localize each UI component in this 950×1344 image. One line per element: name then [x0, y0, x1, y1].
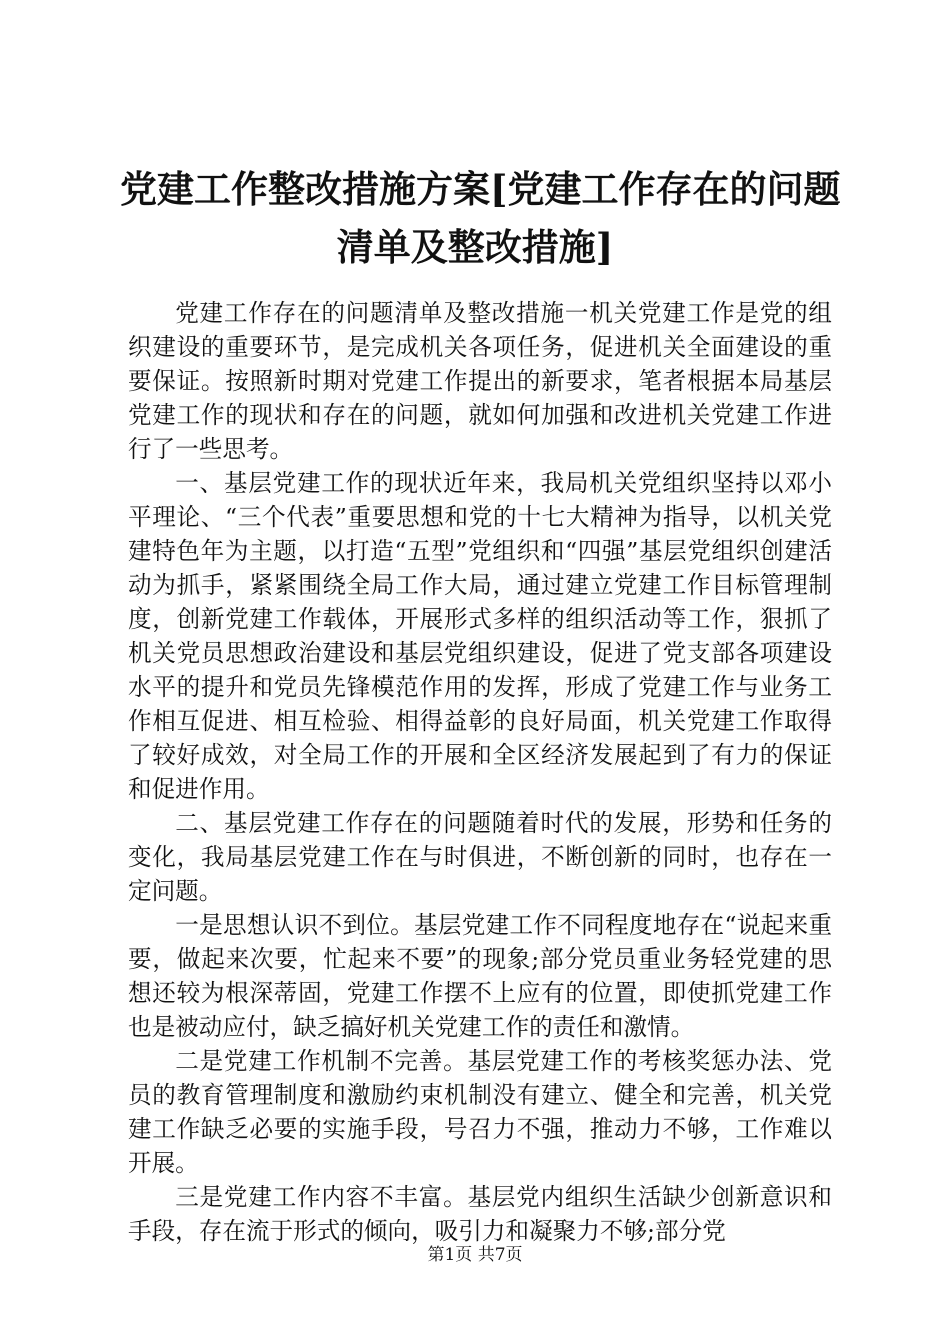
document-body	[128, 296, 832, 1248]
title-line-2: 清单及整改措施]	[336, 225, 614, 269]
title-line-1: 党建工作整改措施方案[党建工作存在的问题	[120, 167, 841, 211]
paragraph-status: 一、基层党建工作的现状近年来，我局机关党组织坚持以邓小平理论、“三个代表”重要思想和党的十七大精神为指导，以机关党建特色年为主题，以打造“五型”党组织和“四强”基层党组织创建活动为抓手，紧紧围绕全局工作大局，通过建立党建工作目标管理制度，创新党建工作载体，开展形式多样的组织活动等工作，狠抓了机关党员思想政治建设和基层党组织建设，促进了党支部各项建设水平的提升和党员先锋模范作用的发挥，形成了党建工作与业务工作相互促进、相互检验、相得益彰的良好局面，机关党建工作取得了较好成效，对全局工作的开展和全区经济发展起到了有力的保证和促进作用。	[128, 469, 832, 803]
paragraph-point-1: 一是思想认识不到位。基层党建工作不同程度地存在“说起来重要，做起来次要，忙起来不要”的现象;部分党员重业务轻党建的思想还较为根深蒂固，党建工作摆不上应有的位置，即使抓党建工作也是被动应付，缺乏搞好机关党建工作的责任和激情。	[128, 911, 832, 1041]
paragraph-point-2: 二是党建工作机制不完善。基层党建工作的考核奖惩办法、党员的教育管理制度和激励约束机制没有建立、健全和完善，机关党建工作缺乏必要的实施手段，号召力不强，推动力不够，工作难以开展。	[128, 1047, 832, 1177]
paragraph-point-3: 三是党建工作内容不丰富。基层党内组织生活缺少创新意识和手段，存在流于形式的倾向，吸引力和凝聚力不够;部分党	[128, 1183, 832, 1245]
document-title	[120, 160, 841, 276]
page-footer: 第1页 共7页	[427, 1245, 523, 1265]
paragraph-intro: 党建工作存在的问题清单及整改措施一机关党建工作是党的组织建设的重要环节，是完成机关各项任务，促进机关全面建设的重要保证。按照新时期对党建工作提出的新要求，笔者根据本局基层党建工作的现状和存在的问题，就如何加强和改进机关党建工作进行了一些思考。	[128, 299, 832, 463]
paragraph-problems: 二、基层党建工作存在的问题随着时代的发展，形势和任务的变化，我局基层党建工作在与时俱进，不断创新的同时，也存在一定问题。	[128, 809, 832, 905]
